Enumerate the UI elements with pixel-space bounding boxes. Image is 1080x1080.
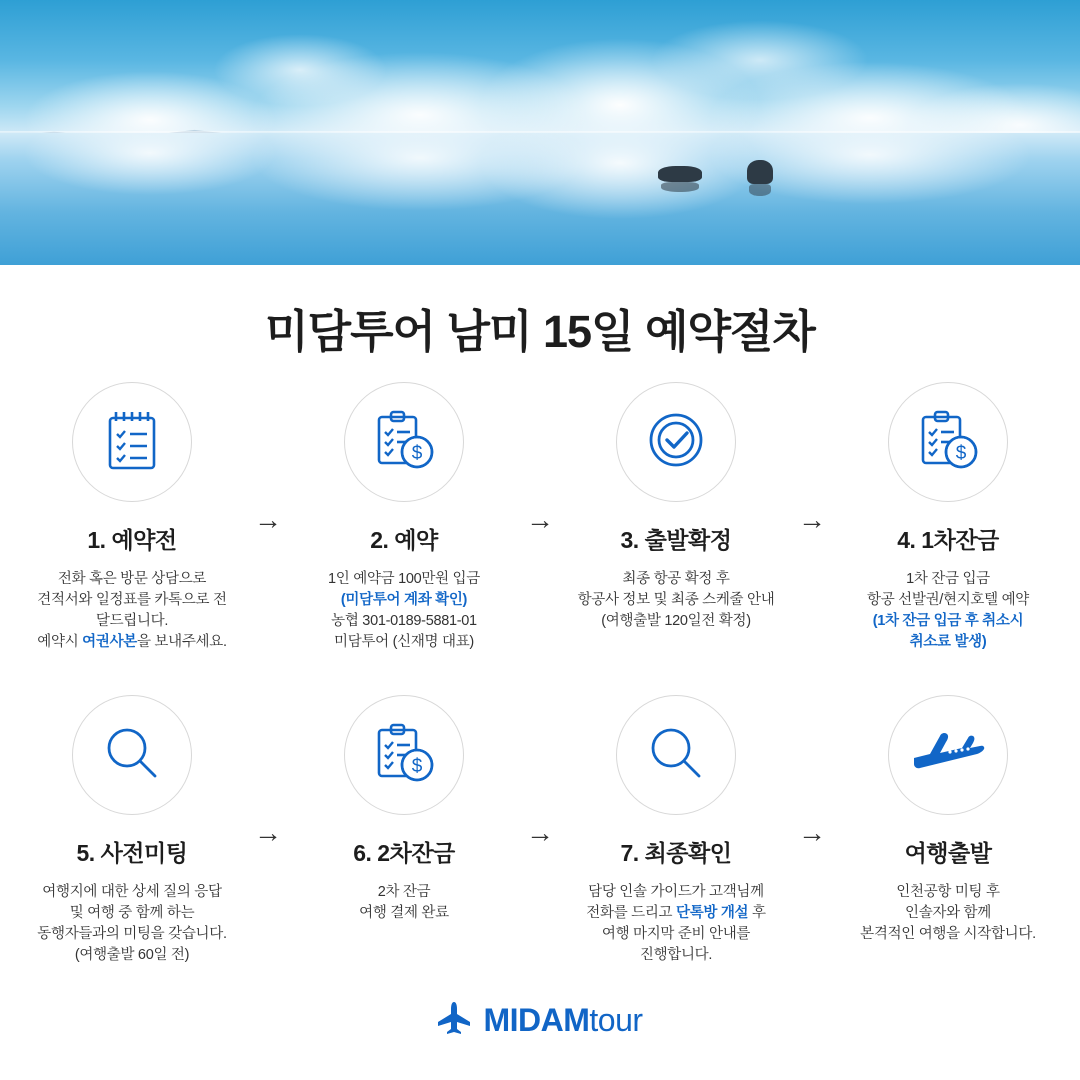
- desc-line: [17, 945, 247, 966]
- arrow-6: →: [798, 817, 826, 849]
- desc-line: [833, 590, 1063, 611]
- desc-text: 농협 301-0189-5881-01: [331, 613, 477, 630]
- step-4-title: 4. 1차잔금: [897, 527, 999, 553]
- desc-text: 1인 예약금 100만원 입금: [328, 571, 480, 587]
- step-2-title: 2. 예약: [370, 527, 438, 553]
- desc-line: [833, 924, 1063, 945]
- steps-diagram: [0, 382, 1080, 966]
- desc-text: 및 여행 중 함께 하는: [69, 905, 195, 922]
- airplane-logo-icon: [437, 1000, 473, 1041]
- desc-text: 달드립니다.: [95, 613, 169, 630]
- desc-line: [561, 924, 791, 945]
- step-4-desc: [833, 569, 1063, 653]
- desc-line: [289, 903, 519, 924]
- svg-text:$: $: [411, 755, 423, 777]
- clipboard-dollar-icon: [371, 407, 437, 478]
- step-1-desc: [17, 569, 247, 653]
- desc-line: [289, 882, 519, 903]
- step-7-desc: [561, 882, 791, 966]
- magnifier-icon: [645, 722, 707, 789]
- desc-line: [833, 903, 1063, 924]
- desc-highlight: (1차 잔금 입금 후 취소시: [872, 613, 1024, 630]
- desc-highlight: 여권사본: [82, 634, 137, 651]
- desc-text: (여행출발 120일전 확정): [601, 613, 751, 630]
- steps-row-1: [0, 382, 1080, 653]
- step-6-desc: [289, 882, 519, 924]
- desc-highlight: 단톡방 개설: [676, 905, 749, 922]
- step-7-icon-circle: [616, 695, 736, 815]
- person-figure: [747, 160, 773, 184]
- desc-line: [561, 569, 791, 590]
- step-3-desc: [561, 569, 791, 632]
- step-6-icon-circle: [344, 695, 464, 815]
- desc-line: [561, 882, 791, 903]
- step-8-title: 여행출발: [904, 840, 992, 867]
- desc-line: [17, 903, 247, 924]
- desc-highlight: (미담투어 계좌 확인): [340, 592, 468, 609]
- desc-line: [17, 924, 247, 945]
- desc-line: [17, 590, 247, 611]
- desc-text: 예약시: [37, 634, 83, 651]
- svg-text:$: $: [955, 442, 967, 464]
- airplane-icon: [910, 724, 986, 787]
- desc-line: [289, 590, 519, 611]
- magnifier-icon: [101, 722, 163, 789]
- step-8-desc: [833, 882, 1063, 945]
- step-5-icon-circle: [72, 695, 192, 815]
- arrow-4: →: [254, 817, 282, 849]
- desc-text: 여행지에 대한 상세 질의 응답: [42, 884, 222, 901]
- reflection-water: [0, 133, 1080, 265]
- brand-name-light: tour: [589, 1002, 643, 1039]
- step-3-icon-circle: [616, 382, 736, 502]
- desc-text: 견적서와 일정표를 카톡으로 전: [37, 592, 227, 609]
- footer-logo: [0, 1000, 1080, 1041]
- arrow-2: →: [526, 504, 554, 535]
- step-2: [289, 382, 519, 653]
- step-1-title: 1. 예약전: [87, 527, 177, 553]
- desc-text: 전화를 드리고: [586, 905, 676, 922]
- step-7: [561, 695, 791, 966]
- sky-clouds: [0, 0, 1080, 133]
- desc-text: 본격적인 여행을 시작합니다.: [860, 926, 1036, 943]
- step-5: [17, 695, 247, 966]
- hero-image: [0, 0, 1080, 265]
- desc-line: [833, 611, 1063, 632]
- clipboard-dollar-icon: [915, 407, 981, 478]
- desc-text: 인천공항 미팅 후: [896, 884, 1000, 901]
- brand-name-bold: MIDAM: [483, 1002, 590, 1039]
- desc-text: 여행 결제 완료: [359, 905, 449, 922]
- desc-text: 항공사 정보 및 최종 스케줄 안내: [577, 592, 775, 609]
- desc-text: 담당 인솔 가이드가 고객님께: [588, 884, 764, 901]
- desc-highlight: 취소료 발생): [909, 634, 987, 651]
- desc-line: [561, 611, 791, 632]
- person-figure: [658, 166, 702, 182]
- desc-line: [17, 632, 247, 653]
- step-7-title: 7. 최종확인: [620, 840, 732, 867]
- desc-text: 미담투어 (신재명 대표): [334, 634, 474, 651]
- desc-text: 최종 항공 확정 후: [622, 571, 730, 587]
- desc-text: 인솔자와 함께: [905, 905, 991, 922]
- step-8-icon-circle: [888, 695, 1008, 815]
- clipboard-dollar-icon: [371, 720, 437, 791]
- svg-text:$: $: [411, 442, 423, 464]
- step-2-icon-circle: [344, 382, 464, 502]
- step-6: [289, 695, 519, 924]
- step-5-desc: [17, 882, 247, 966]
- desc-text: 1차 잔금 입금: [906, 571, 990, 587]
- desc-text: 전화 혹은 방문 상담으로: [57, 571, 207, 587]
- desc-line: [289, 569, 519, 590]
- desc-text: 동행자들과의 미팅을 갖습니다.: [37, 926, 227, 943]
- person-figure-reflection: [661, 182, 699, 192]
- step-2-desc: [289, 569, 519, 653]
- desc-text: 진행합니다.: [639, 947, 713, 964]
- desc-line: [17, 569, 247, 590]
- desc-line: [833, 882, 1063, 903]
- step-5-title: 5. 사전미팅: [76, 840, 188, 867]
- step-4: [833, 382, 1063, 653]
- desc-line: [833, 569, 1063, 590]
- arrow-5: →: [526, 817, 554, 849]
- desc-text: (여행출발 60일 전): [74, 947, 190, 964]
- step-8: [833, 695, 1063, 945]
- desc-line: [289, 632, 519, 653]
- step-3-title: 3. 출발확정: [620, 527, 732, 553]
- desc-line: [17, 611, 247, 632]
- desc-line: [289, 611, 519, 632]
- step-1: [17, 382, 247, 653]
- step-3: [561, 382, 791, 632]
- desc-line: [561, 903, 791, 924]
- step-4-icon-circle: [888, 382, 1008, 502]
- arrow-3: →: [798, 504, 826, 535]
- notepad-checklist-icon: [101, 407, 163, 478]
- step-1-icon-circle: [72, 382, 192, 502]
- desc-line: [561, 945, 791, 966]
- desc-text: 후: [748, 905, 766, 922]
- desc-line: [561, 590, 791, 611]
- steps-row-2: [0, 695, 1080, 966]
- desc-text: 항공 선발권/현지호텔 예약: [867, 592, 1029, 609]
- person-figure-reflection: [749, 184, 771, 196]
- desc-text: 2차 잔금: [377, 884, 431, 901]
- arrow-1: →: [254, 504, 282, 535]
- brand-name: [483, 1002, 642, 1039]
- desc-text: 여행 마지막 준비 안내를: [601, 926, 751, 943]
- check-circle-icon: [643, 407, 709, 478]
- desc-line: [17, 882, 247, 903]
- desc-text: 을 보내주세요.: [136, 634, 227, 651]
- step-6-title: 6. 2차잔금: [353, 840, 455, 867]
- desc-line: [833, 632, 1063, 653]
- page-title: 미담투어 남미 15일 예약절차: [265, 306, 815, 357]
